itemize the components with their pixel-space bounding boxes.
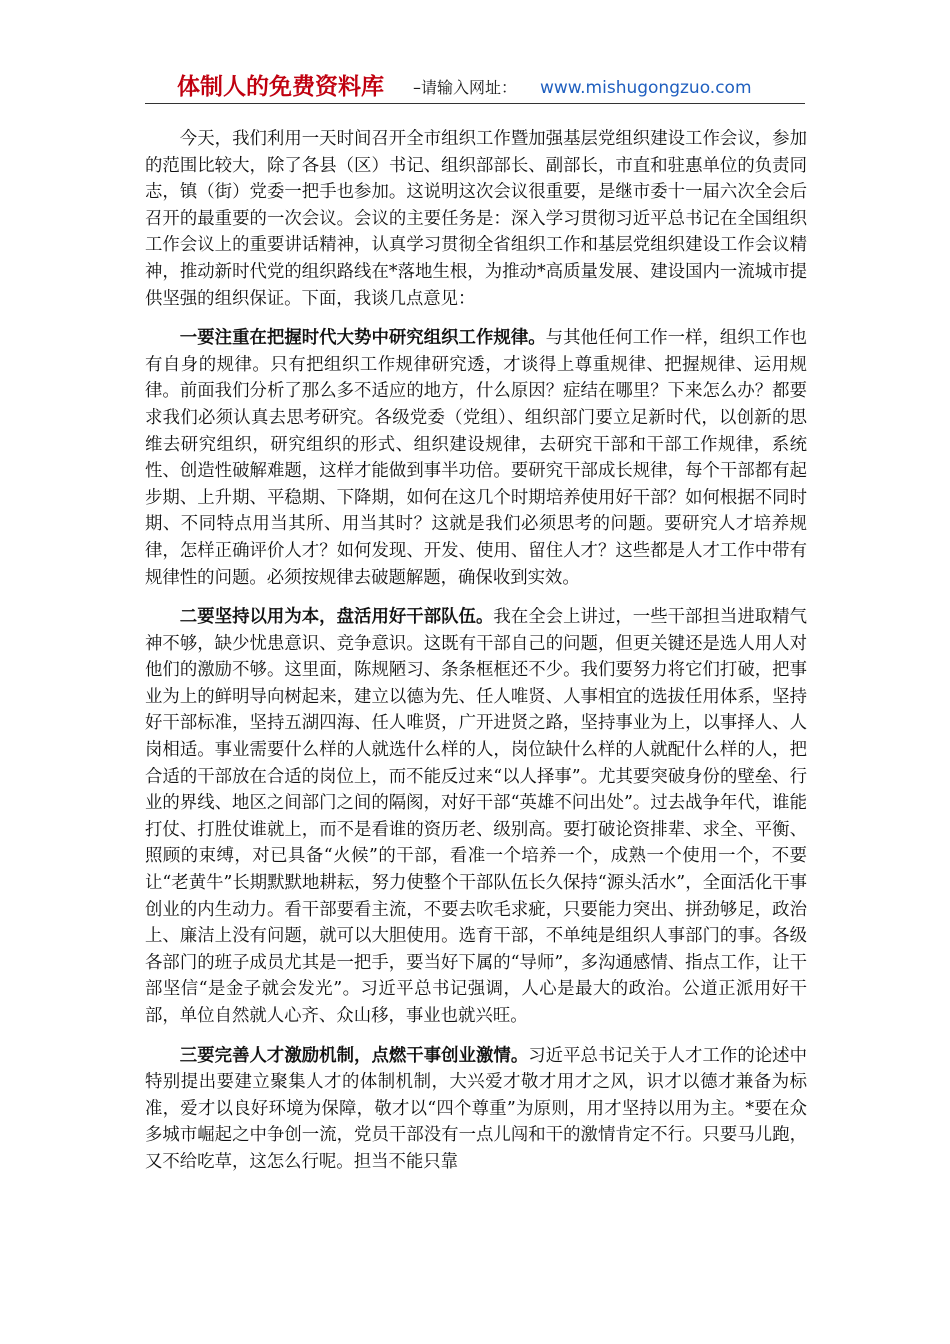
site-url-link[interactable]: www.mishugongzuo.com: [540, 78, 752, 98]
paragraph-heading: 三要完善人才激励机制，点燃干事创业激情。: [179, 1045, 529, 1066]
paragraph-heading: 二要坚持以用为本，盘活用好干部队伍。: [179, 607, 494, 628]
paragraph-text: 我在全会上讲过，一些干部担当进取精气神不够，缺少忧患意识、竞争意识。这既有干部自己的问题，但更关键还是选人用人对他们的激励不够。这里面，陈规陋习、条条框框还不少。我们要努力将它们打破，把事业为上的鲜明导向树起来，建立以德为先、任人唯贤、人事相宜的选拔任用体系，坚持好干部标准，坚持五湖四海、任人唯贤，广开进贤之路，坚持事业为上，以事择人、人岗相适。事业需要什么样的人就选什么样的人，岗位缺什么样的人就配什么样的人，把合适的干部放在合适的岗位上，而不能反过来“以人择事”。尤其要突破身份的壁垒、行业的界线、地区之间部门之间的隔阂，对好干部“英雄不问出处”。过去战争年代，谁能打仗、打胜仗谁就上，而不是看谁的资历老、级别高。要打破论资排辈、求全、平衡、照顾的束缚，对已具备“火候”的干部，看准一个培养一个，成熟一个使用一个，不要让“老黄牛”长期默默地耕耘，努力使整个干部队伍长久保持“源头活水”，全面活化干事创业的内生动力。看干部要看主流，不要去吹毛求疵，只要能力突出、拼劲够足，政治上、廉洁上没有问题，就可以大胆使用。选育干部，不单纯是组织人事部门的事。各级各部门的班子成员尤其是一把手，要当好下属的“导师”，多沟通感情、指点工作，让干部坚信“是金子就会发光”。习近平总书记强调，人心是最大的政治。公道正派用好干部，单位自然就人心齐、众山移，事业也就兴旺。: [145, 607, 807, 1026]
header-divider: [145, 103, 805, 104]
brand-title: 体制人的免费资料库: [177, 74, 384, 100]
document-body: [145, 126, 807, 1189]
paragraph-point-3: [145, 1043, 807, 1176]
paragraph-heading: 一要注重在把握时代大势中研究组织工作规律。: [179, 328, 546, 349]
paragraph-text: 与其他任何工作一样，组织工作也有自身的规律。只有把组织工作规律研究透，才谈得上尊重规律、把握规律、运用规律。前面我们分析了那么多不适应的地方，什么原因？症结在哪里？下来怎么办？都要求我们必须认真去思考研究。各级党委（党组）、组织部门要立足新时代，以创新的思维去研究组织，研究组织的形式、组织建设规律，去研究干部和干部工作规律，系统性、创造性破解难题，这样才能做到事半功倍。要研究干部成长规律，每个干部都有起步期、上升期、平稳期、下降期，如何在这几个时期培养使用好干部？如何根据不同时期、不同特点用当其所、用当其时？这就是我们必须思考的问题。要研究人才培养规律，怎样正确评价人才？如何发现、开发、使用、留住人才？这些都是人才工作中带有规律性的问题。必须按规律去破题解题，确保收到实效。: [145, 328, 807, 588]
paragraph-point-1: [145, 325, 807, 591]
paragraph-intro: [145, 126, 807, 312]
paragraph-point-2: [145, 604, 807, 1030]
site-header: [145, 72, 805, 102]
paragraph-text: 今天，我们利用一天时间召开全市组织工作暨加强基层党组织建设工作会议，参加的范围比较大，除了各县（区）书记、组织部部长、副部长，市直和驻惠单位的负责同志，镇（街）党委一把手也参加。这说明这次会议很重要，是继市委十一届六次全会后召开的最重要的一次会议。会议的主要任务是：深入学习贯彻习近平总书记在全国组织工作会议上的重要讲话精神，认真学习贯彻全省组织工作和基层党组织建设工作会议精神，推动新时代党的组织路线在*落地生根，为推动*高质量发展、建设国内一流城市提供坚强的组织保证。下面，我谈几点意见：: [145, 129, 807, 309]
url-prompt: –请输入网址：: [413, 78, 518, 97]
paragraph-text: 习近平总书记关于人才工作的论述中特别提出要建立聚集人才的体制机制，大兴爱才敬才用才之风，识才以德才兼备为标准，爱才以良好环境为保障，敬才以“四个尊重”为原则，用才坚持以用为主。*要在众多城市崛起之中争创一流，党员干部没有一点儿闯和干的激情肯定不行。只要马儿跑，又不给吃草，这怎么行呢。担当不能只靠: [145, 1045, 807, 1172]
